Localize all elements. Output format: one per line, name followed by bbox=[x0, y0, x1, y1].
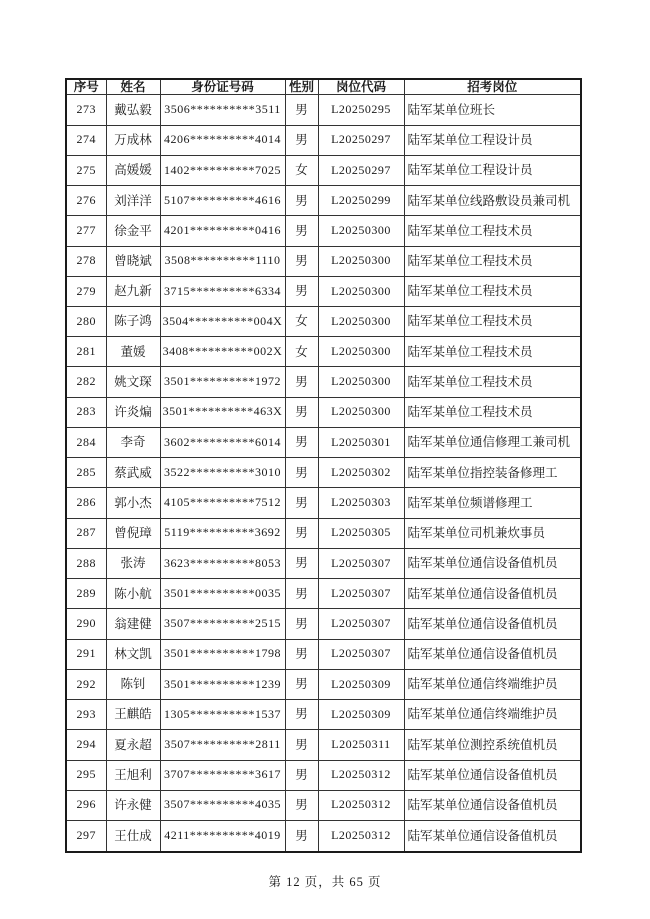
cell-job-title: 陆军某单位工程技术员 bbox=[404, 246, 581, 276]
cell-id-number: 5107**********4616 bbox=[160, 186, 285, 216]
cell-job-code: L20250300 bbox=[318, 216, 404, 246]
cell-gender: 男 bbox=[285, 609, 318, 639]
table-row bbox=[66, 95, 581, 125]
cell-job-code: L20250303 bbox=[318, 488, 404, 518]
cell-name: 陈子鸿 bbox=[106, 307, 160, 337]
page-number: 第 12 页，共 65 页 bbox=[268, 875, 382, 889]
cell-serial: 297 bbox=[66, 821, 106, 853]
cell-gender: 男 bbox=[285, 367, 318, 397]
cell-job-title: 陆军某单位工程技术员 bbox=[404, 216, 581, 246]
cell-serial: 291 bbox=[66, 639, 106, 669]
cell-id-number: 3602**********6014 bbox=[160, 427, 285, 457]
cell-id-number: 3507**********4035 bbox=[160, 790, 285, 820]
table-row bbox=[66, 155, 581, 185]
table-row bbox=[66, 669, 581, 699]
cell-gender: 男 bbox=[285, 821, 318, 853]
cell-job-code: L20250295 bbox=[318, 95, 404, 125]
cell-id-number: 5119**********3692 bbox=[160, 518, 285, 548]
cell-serial: 285 bbox=[66, 458, 106, 488]
cell-id-number: 3507**********2515 bbox=[160, 609, 285, 639]
cell-serial: 275 bbox=[66, 155, 106, 185]
cell-job-title: 陆军某单位频谱修理工 bbox=[404, 488, 581, 518]
cell-job-code: L20250301 bbox=[318, 427, 404, 457]
cell-serial: 293 bbox=[66, 700, 106, 730]
col-header-id-number: 身份证号码 bbox=[160, 79, 285, 95]
table-row bbox=[66, 548, 581, 578]
cell-serial: 284 bbox=[66, 427, 106, 457]
cell-job-code: L20250311 bbox=[318, 730, 404, 760]
cell-name: 徐金平 bbox=[106, 216, 160, 246]
cell-id-number: 3501**********463X bbox=[160, 397, 285, 427]
cell-job-title: 陆军某单位通信终端维护员 bbox=[404, 669, 581, 699]
table-row bbox=[66, 276, 581, 306]
cell-id-number: 3508**********1110 bbox=[160, 246, 285, 276]
cell-job-title: 陆军某单位工程设计员 bbox=[404, 125, 581, 155]
table-row bbox=[66, 821, 581, 853]
cell-serial: 277 bbox=[66, 216, 106, 246]
cell-name: 林文凯 bbox=[106, 639, 160, 669]
cell-job-code: L20250307 bbox=[318, 639, 404, 669]
cell-id-number: 3501**********0035 bbox=[160, 579, 285, 609]
cell-gender: 男 bbox=[285, 216, 318, 246]
cell-gender: 男 bbox=[285, 790, 318, 820]
cell-name: 郭小杰 bbox=[106, 488, 160, 518]
cell-gender: 男 bbox=[285, 548, 318, 578]
cell-name: 翁建健 bbox=[106, 609, 160, 639]
cell-name: 蔡武威 bbox=[106, 458, 160, 488]
cell-serial: 290 bbox=[66, 609, 106, 639]
cell-name: 夏永超 bbox=[106, 730, 160, 760]
cell-serial: 281 bbox=[66, 337, 106, 367]
col-header-job-code: 岗位代码 bbox=[318, 79, 404, 95]
cell-job-code: L20250307 bbox=[318, 579, 404, 609]
cell-gender: 男 bbox=[285, 488, 318, 518]
cell-id-number: 3506**********3511 bbox=[160, 95, 285, 125]
cell-name: 戴弘毅 bbox=[106, 95, 160, 125]
cell-name: 许永健 bbox=[106, 790, 160, 820]
table-row bbox=[66, 216, 581, 246]
cell-job-code: L20250302 bbox=[318, 458, 404, 488]
cell-id-number: 3507**********2811 bbox=[160, 730, 285, 760]
cell-id-number: 3623**********8053 bbox=[160, 548, 285, 578]
cell-id-number: 4201**********0416 bbox=[160, 216, 285, 246]
table-header bbox=[66, 79, 581, 95]
cell-job-title: 陆军某单位工程技术员 bbox=[404, 367, 581, 397]
cell-serial: 273 bbox=[66, 95, 106, 125]
cell-gender: 女 bbox=[285, 155, 318, 185]
cell-gender: 男 bbox=[285, 639, 318, 669]
cell-job-code: L20250312 bbox=[318, 760, 404, 790]
col-header-job-title: 招考岗位 bbox=[404, 79, 581, 95]
cell-job-title: 陆军某单位通信设备值机员 bbox=[404, 609, 581, 639]
table-row bbox=[66, 518, 581, 548]
col-header-name: 姓名 bbox=[106, 79, 160, 95]
table-row bbox=[66, 639, 581, 669]
table-row bbox=[66, 790, 581, 820]
cell-gender: 男 bbox=[285, 125, 318, 155]
table-row bbox=[66, 397, 581, 427]
cell-id-number: 3522**********3010 bbox=[160, 458, 285, 488]
cell-id-number: 4206**********4014 bbox=[160, 125, 285, 155]
table-row bbox=[66, 700, 581, 730]
cell-job-title: 陆军某单位通信设备值机员 bbox=[404, 790, 581, 820]
table-row bbox=[66, 307, 581, 337]
cell-serial: 282 bbox=[66, 367, 106, 397]
cell-job-title: 陆军某单位通信设备值机员 bbox=[404, 760, 581, 790]
cell-job-title: 陆军某单位通信设备值机员 bbox=[404, 639, 581, 669]
cell-job-title: 陆军某单位司机兼炊事员 bbox=[404, 518, 581, 548]
table-row bbox=[66, 427, 581, 457]
cell-job-code: L20250307 bbox=[318, 609, 404, 639]
cell-gender: 男 bbox=[285, 186, 318, 216]
cell-gender: 男 bbox=[285, 246, 318, 276]
cell-name: 陈小航 bbox=[106, 579, 160, 609]
cell-serial: 288 bbox=[66, 548, 106, 578]
col-header-gender: 性别 bbox=[285, 79, 318, 95]
header-row bbox=[66, 79, 581, 95]
cell-name: 王旭利 bbox=[106, 760, 160, 790]
cell-name: 董媛 bbox=[106, 337, 160, 367]
cell-gender: 男 bbox=[285, 276, 318, 306]
cell-id-number: 3501**********1972 bbox=[160, 367, 285, 397]
cell-serial: 292 bbox=[66, 669, 106, 699]
cell-gender: 女 bbox=[285, 307, 318, 337]
table-row bbox=[66, 488, 581, 518]
cell-gender: 男 bbox=[285, 95, 318, 125]
cell-job-title: 陆军某单位工程技术员 bbox=[404, 307, 581, 337]
cell-id-number: 3408**********002X bbox=[160, 337, 285, 367]
cell-serial: 296 bbox=[66, 790, 106, 820]
cell-job-title: 陆军某单位测控系统值机员 bbox=[404, 730, 581, 760]
cell-name: 万成林 bbox=[106, 125, 160, 155]
cell-serial: 283 bbox=[66, 397, 106, 427]
cell-serial: 294 bbox=[66, 730, 106, 760]
cell-job-code: L20250297 bbox=[318, 125, 404, 155]
cell-name: 高媛媛 bbox=[106, 155, 160, 185]
cell-job-title: 陆军某单位工程技术员 bbox=[404, 276, 581, 306]
cell-gender: 男 bbox=[285, 397, 318, 427]
table-row bbox=[66, 730, 581, 760]
cell-name: 王麒皓 bbox=[106, 700, 160, 730]
cell-id-number: 3501**********1239 bbox=[160, 669, 285, 699]
cell-name: 李奇 bbox=[106, 427, 160, 457]
cell-job-code: L20250309 bbox=[318, 700, 404, 730]
cell-name: 赵九新 bbox=[106, 276, 160, 306]
cell-serial: 289 bbox=[66, 579, 106, 609]
table-row bbox=[66, 337, 581, 367]
cell-job-code: L20250299 bbox=[318, 186, 404, 216]
col-header-serial: 序号 bbox=[66, 79, 106, 95]
table-row bbox=[66, 125, 581, 155]
cell-job-code: L20250300 bbox=[318, 246, 404, 276]
cell-name: 张涛 bbox=[106, 548, 160, 578]
cell-id-number: 1305**********1537 bbox=[160, 700, 285, 730]
cell-job-title: 陆军某单位通信设备值机员 bbox=[404, 579, 581, 609]
cell-job-code: L20250309 bbox=[318, 669, 404, 699]
cell-gender: 男 bbox=[285, 700, 318, 730]
table-body bbox=[66, 95, 581, 852]
cell-id-number: 1402**********7025 bbox=[160, 155, 285, 185]
cell-job-code: L20250300 bbox=[318, 307, 404, 337]
cell-job-title: 陆军某单位线路敷设员兼司机 bbox=[404, 186, 581, 216]
cell-name: 姚文琛 bbox=[106, 367, 160, 397]
cell-job-title: 陆军某单位工程设计员 bbox=[404, 155, 581, 185]
table-row bbox=[66, 367, 581, 397]
cell-job-code: L20250300 bbox=[318, 337, 404, 367]
cell-job-title: 陆军某单位工程技术员 bbox=[404, 337, 581, 367]
cell-gender: 男 bbox=[285, 579, 318, 609]
cell-id-number: 4105**********7512 bbox=[160, 488, 285, 518]
recruitment-roster-table bbox=[65, 78, 582, 853]
cell-gender: 男 bbox=[285, 760, 318, 790]
cell-serial: 280 bbox=[66, 307, 106, 337]
cell-job-code: L20250307 bbox=[318, 548, 404, 578]
cell-job-title: 陆军某单位指控装备修理工 bbox=[404, 458, 581, 488]
cell-job-code: L20250305 bbox=[318, 518, 404, 548]
cell-id-number: 3715**********6334 bbox=[160, 276, 285, 306]
cell-gender: 男 bbox=[285, 730, 318, 760]
cell-serial: 276 bbox=[66, 186, 106, 216]
cell-job-title: 陆军某单位工程技术员 bbox=[404, 397, 581, 427]
cell-job-code: L20250300 bbox=[318, 367, 404, 397]
cell-job-code: L20250312 bbox=[318, 790, 404, 820]
cell-serial: 287 bbox=[66, 518, 106, 548]
cell-id-number: 3501**********1798 bbox=[160, 639, 285, 669]
cell-name: 王仕成 bbox=[106, 821, 160, 853]
cell-job-code: L20250300 bbox=[318, 276, 404, 306]
table-row bbox=[66, 246, 581, 276]
cell-name: 许炎煸 bbox=[106, 397, 160, 427]
table-row bbox=[66, 458, 581, 488]
cell-serial: 295 bbox=[66, 760, 106, 790]
cell-gender: 男 bbox=[285, 669, 318, 699]
cell-name: 曾倪璋 bbox=[106, 518, 160, 548]
cell-job-title: 陆军某单位通信设备值机员 bbox=[404, 548, 581, 578]
cell-gender: 男 bbox=[285, 458, 318, 488]
cell-serial: 286 bbox=[66, 488, 106, 518]
cell-name: 曾晓斌 bbox=[106, 246, 160, 276]
table-row bbox=[66, 609, 581, 639]
cell-name: 陈钊 bbox=[106, 669, 160, 699]
cell-id-number: 3504**********004X bbox=[160, 307, 285, 337]
cell-serial: 274 bbox=[66, 125, 106, 155]
table-row bbox=[66, 186, 581, 216]
table-row bbox=[66, 760, 581, 790]
cell-job-title: 陆军某单位通信设备值机员 bbox=[404, 821, 581, 853]
cell-gender: 女 bbox=[285, 337, 318, 367]
cell-name: 刘洋洋 bbox=[106, 186, 160, 216]
table-row bbox=[66, 579, 581, 609]
cell-id-number: 3707**********3617 bbox=[160, 760, 285, 790]
cell-id-number: 4211**********4019 bbox=[160, 821, 285, 853]
cell-job-code: L20250312 bbox=[318, 821, 404, 853]
cell-serial: 279 bbox=[66, 276, 106, 306]
cell-job-code: L20250300 bbox=[318, 397, 404, 427]
cell-job-title: 陆军某单位通信终端维护员 bbox=[404, 700, 581, 730]
cell-job-title: 陆军某单位班长 bbox=[404, 95, 581, 125]
cell-gender: 男 bbox=[285, 518, 318, 548]
cell-job-title: 陆军某单位通信修理工兼司机 bbox=[404, 427, 581, 457]
cell-gender: 男 bbox=[285, 427, 318, 457]
cell-serial: 278 bbox=[66, 246, 106, 276]
cell-job-code: L20250297 bbox=[318, 155, 404, 185]
